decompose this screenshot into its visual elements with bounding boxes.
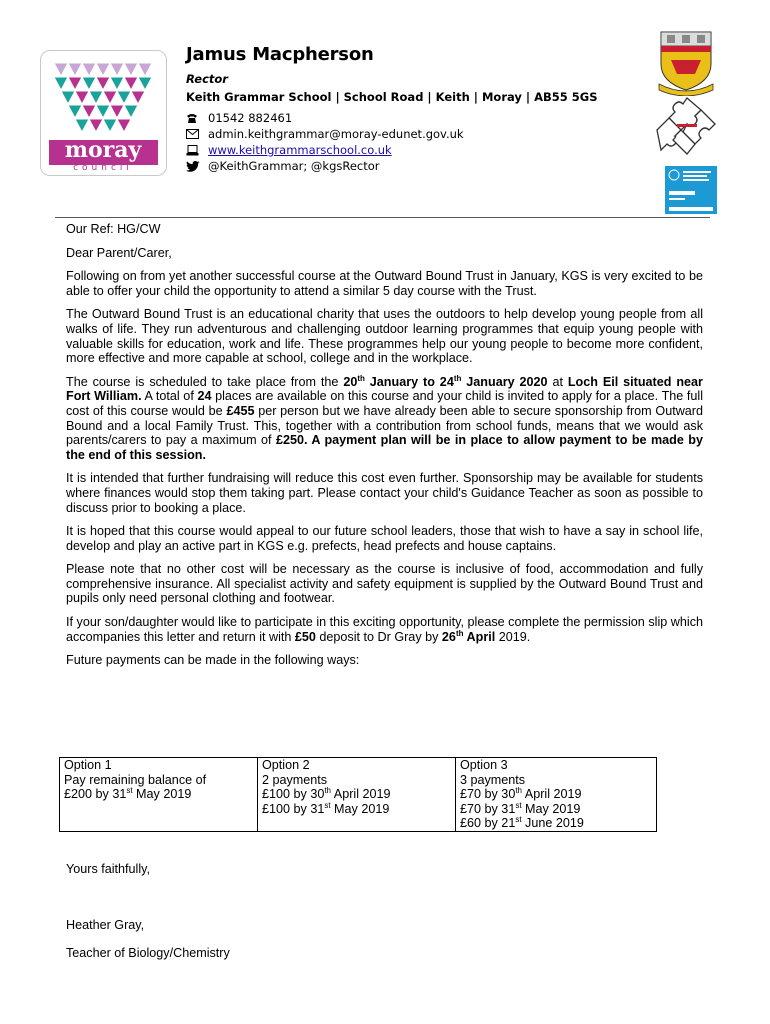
paragraph-intro: Following on from yet another successful course at the Outward Bound Trust in January, KGS is very excited to be able to offer your child the opportunity to attend a similar 5 day course with the Trust. xyxy=(66,269,703,298)
twitter-bird-icon xyxy=(186,161,208,172)
school-crest-logo xyxy=(655,30,717,96)
puzzle-pieces-logo xyxy=(655,96,720,156)
computer-icon xyxy=(186,145,208,156)
paragraph-payments-intro: Future payments can be made in the following ways: xyxy=(66,653,360,668)
paragraph-trust-info: The Outward Bound Trust is an educational charity that uses the outdoors to help develop young people from all walks of life. They run adventurous and challenging outdoor learning programmes that equip young people with valuable skills for education, work and life. These programmes help our young people to become more confident, more effective and more capable at school, college and in the workplace. xyxy=(66,307,703,366)
table-row xyxy=(60,758,657,832)
envelope-icon xyxy=(186,129,208,139)
signatory-name: Heather Gray, xyxy=(66,918,145,932)
moray-council-logo xyxy=(40,50,167,176)
rector-name: Jamus Macpherson xyxy=(186,44,374,65)
valediction: Yours faithfully, xyxy=(66,862,151,876)
letter-body xyxy=(66,222,703,677)
header-divider xyxy=(55,217,710,218)
unicef-rights-respecting-badge xyxy=(665,166,717,214)
paragraph-fundraising: It is intended that further fundraising will reduce this cost even further. Sponsorship may be available for students where finances would stop them taking part. Please contact your child's Guidance Teacher as soon as possible to discuss prior to booking a place. xyxy=(66,471,703,515)
phone-icon xyxy=(186,113,208,124)
reference: Our Ref: HG/CW xyxy=(66,222,161,236)
website-link[interactable]: www.keithgrammarschool.co.uk xyxy=(208,143,392,157)
option-2-cell: Option 2 2 payments £100 by 30th April 2019 £100 by 31st May 2019 xyxy=(258,758,456,832)
letterhead xyxy=(186,44,636,174)
signatory-title: Teacher of Biology/Chemistry xyxy=(66,946,230,960)
paragraph-participation: If your son/daughter would like to participate in this exciting opportunity, please complete the permission slip which accompanies this letter and return it with £50 deposit to Dr Gray by 26th April 2019. xyxy=(66,615,703,644)
option-1-cell: Option 1 Pay remaining balance of £200 by 31st May 2019 xyxy=(60,758,258,832)
svg-text:moray: moray xyxy=(64,137,142,163)
contact-website xyxy=(186,142,636,158)
svg-text:council: council xyxy=(73,163,133,173)
payment-options-table xyxy=(59,757,657,832)
paragraph-costs-included: Please note that no other cost will be necessary as the course is inclusive of food, accommodation and fully comprehensive insurance. All specialist activity and safety equipment is supplied by the Outward Bound Trust and pupils only need personal clothing and footwear. xyxy=(66,562,703,606)
contact-email: admin.keithgrammar@moray-edunet.gov.uk xyxy=(186,126,636,142)
rector-role: Rector xyxy=(186,72,228,86)
paragraph-course-details: The course is scheduled to take place from the 20th January to 24th January 2020 at Loch Eil situated near Fort William. A total of 24 places are available on this course and your child is invited to apply for a place. The full cost of this course would be £455 per person but we have already been able to secure sponsorship from Outward Bound and a local Family Trust. This, together with a contribution from school funds, means that we would ask parents/carers to pay a maximum of £250. A payment plan will be in place to allow payment to be made by the end of this session. xyxy=(66,373,704,462)
salutation: Dear Parent/Carer, xyxy=(66,245,172,260)
paragraph-future-leaders: It is hoped that this course would appeal to our future school leaders, those that wish to have a say in school life, develop and play an active part in KGS e.g. prefects, head prefects and house captains. xyxy=(66,524,703,553)
option-3-cell: Option 3 3 payments £70 by 30th April 2019 £70 by 31st May 2019 £60 by 21st June 2019 xyxy=(456,758,657,832)
school-address: Keith Grammar School | School Road | Keith | Moray | AB55 5GS xyxy=(186,90,598,104)
contact-twitter: @KeithGrammar; @kgsRector xyxy=(186,158,636,174)
contact-phone: 01542 882461 xyxy=(186,110,636,126)
